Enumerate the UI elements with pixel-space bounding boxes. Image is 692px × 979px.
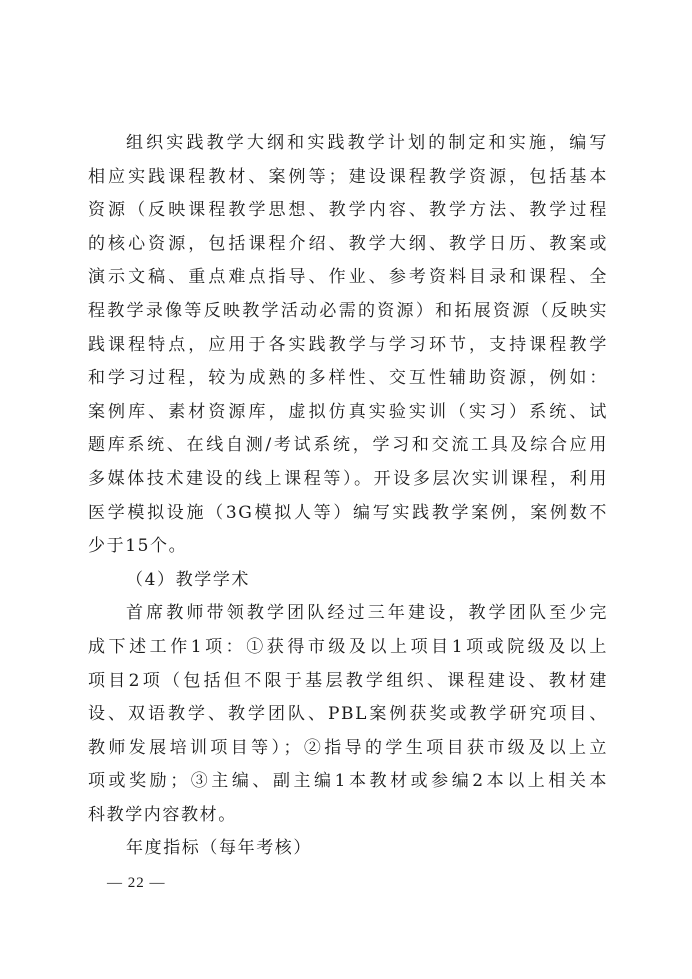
- body-text: [88, 127, 608, 866]
- text-line: 资源（反映课程教学思想、教学内容、教学方法、教学过程: [88, 200, 608, 221]
- text-line: 程教学录像等反映教学活动必需的资源）和拓展资源（反映实: [88, 300, 608, 321]
- text-line: 多媒体技术建设的线上课程等）。开设多层次实训课程，利用: [88, 468, 608, 489]
- text-line: 成下述工作1项：①获得市级及以上项目1项或院级及以上: [88, 636, 608, 657]
- paragraph-2: [88, 597, 608, 832]
- text-line: 项或奖励；③主编、副主编1本教材或参编2本以上相关本: [88, 771, 608, 792]
- text-line: 设、双语教学、教学团队、PBL案例获奖或教学研究项目、: [88, 704, 608, 725]
- text-line: 践课程特点，应用于各实践教学与学习环节，支持课程教学: [88, 334, 608, 355]
- text-line: 少于15个。: [88, 536, 188, 557]
- page-number: — 22 —: [107, 875, 166, 891]
- text-line: 项目2项（包括但不限于基层教学组织、课程建设、教材建: [88, 670, 608, 691]
- text-line: 组织实践教学大纲和实践教学计划的制定和实施，编写: [126, 133, 608, 153]
- section-heading: （4）教学学术: [126, 569, 251, 590]
- text-line: 的核心资源，包括课程介绍、教学大纲、教学日历、教案或: [88, 233, 608, 254]
- text-line: 科教学内容教材。: [88, 804, 237, 825]
- text-line: 案例库、素材资源库，虚拟仿真实验实训（实习）系统、试: [88, 401, 608, 422]
- text-line: 演示文稿、重点难点指导、作业、参考资料目录和课程、全: [88, 267, 608, 288]
- text-line: 相应实践课程教材、案例等；建设课程教学资源，包括基本: [88, 166, 608, 187]
- text-line: 首席教师带领教学团队经过三年建设，教学团队至少完: [126, 603, 608, 624]
- text-line: 教师发展培训项目等）；②指导的学生项目获市级及以上立: [88, 737, 608, 758]
- text-line: 和学习过程，较为成熟的多样性、交互性辅助资源，例如：: [88, 368, 608, 389]
- annual-heading: 年度指标（每年考核）: [126, 838, 312, 859]
- paragraph-1: [88, 127, 608, 564]
- text-line: 医学模拟设施（3G模拟人等）编写实践教学案例，案例数不: [88, 502, 608, 523]
- text-line: 题库系统、在线自测/考试系统，学习和交流工具及综合应用: [88, 435, 608, 456]
